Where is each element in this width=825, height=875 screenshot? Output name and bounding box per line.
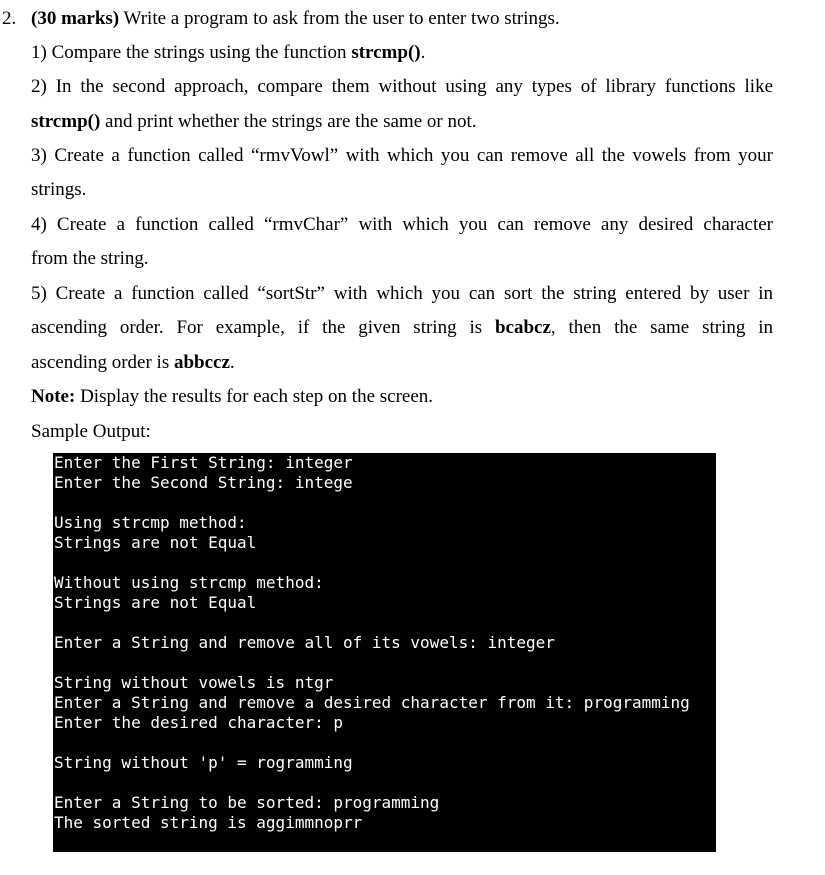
console-line: Enter the Second String: intege [54, 473, 353, 492]
console-line: Enter a String and remove a desired character from it: programming [54, 693, 690, 712]
item-4-line-1: 4) Create a function called “rmvChar” with which you can remove any desired character [31, 214, 773, 235]
console-line: Enter the desired character: p [54, 713, 343, 732]
console-line: Strings are not Equal [54, 593, 257, 612]
note-text: Display the results for each step on the screen. [75, 386, 434, 407]
item-3-line-1: 3) Create a function called “rmvVowl” with which you can remove all the vowels from your [31, 145, 773, 166]
question-number: 2. [2, 8, 17, 29]
sample-output-console [53, 453, 716, 852]
sample-output-label: Sample Output: [31, 421, 151, 442]
item-2-line-1: 2) In the second approach, compare them without using any types of library functions like [31, 76, 773, 97]
console-line: Enter a String and remove all of its vowels: integer [54, 633, 555, 652]
console-line: String without 'p' = rogramming [54, 753, 353, 772]
item-5-line-1: 5) Create a function called “sortStr” with which you can sort the string entered by user in [31, 283, 773, 304]
item-1: 1) Compare the strings using the function strcmp(). [31, 42, 426, 63]
console-line: The sorted string is aggimmnoprr [54, 813, 363, 832]
console-line: Enter a String to be sorted: programming [54, 793, 440, 812]
item-2-line-2: strcmp() and print whether the strings are the same or not. [31, 111, 477, 132]
console-line: Without using strcmp method: [54, 573, 324, 592]
note-label: Note: [31, 386, 76, 407]
item-5-line-3: ascending order is abbccz. [31, 352, 235, 373]
note [31, 386, 433, 408]
item-5-line-2: ascending order. For example, if the given string is bcabcz, then the same string in [31, 317, 773, 338]
marks-label: (30 marks) [31, 8, 120, 29]
question-prompt: Write a program to ask from the user to enter two strings. [119, 8, 560, 29]
item-4-line-2: from the string. [31, 248, 149, 269]
console-line: String without vowels is ntgr [54, 673, 334, 692]
question-heading [31, 8, 560, 30]
item-3-line-2: strings. [31, 179, 87, 200]
console-line: Strings are not Equal [54, 533, 257, 552]
console-line: Using strcmp method: [54, 513, 247, 532]
console-line: Enter the First String: integer [54, 453, 353, 472]
